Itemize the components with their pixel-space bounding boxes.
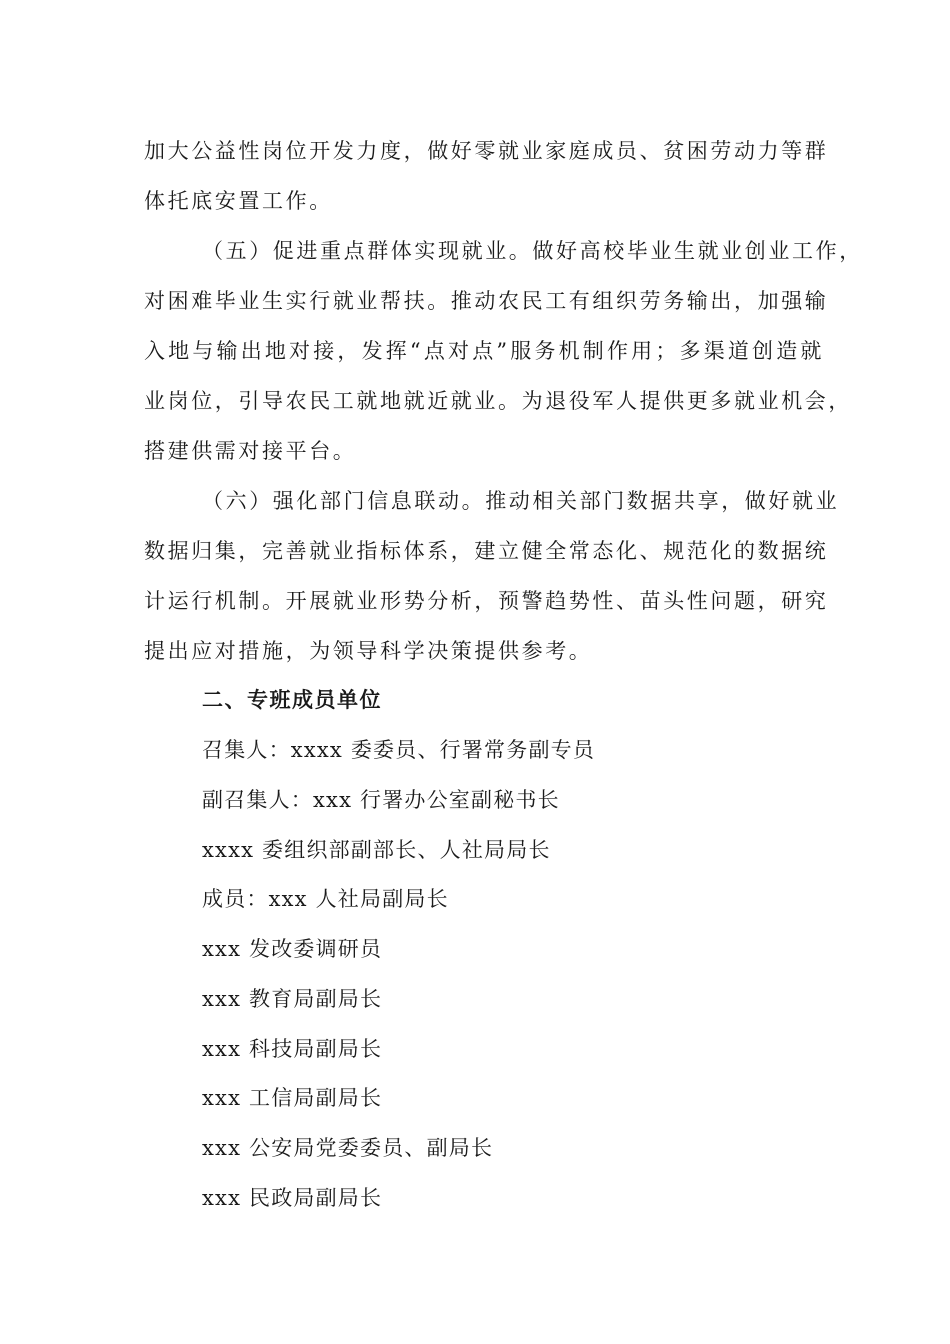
member-item: 召集人：xxxx 委委员、行署常务副专员	[202, 738, 596, 762]
paragraph-line: 入地与输出地对接，发挥“点对点”服务机制作用；多渠道创造就	[144, 339, 824, 363]
member-item: xxx 民政局副局长	[202, 1186, 383, 1210]
member-item: xxx 公安局党委委员、副局长	[202, 1136, 494, 1160]
paragraph-line: 提出应对措施，为领导科学决策提供参考。	[144, 639, 593, 663]
section-title: 二、专班成员单位	[202, 688, 382, 712]
paragraph-line: （六）强化部门信息联动。推动相关部门数据共享，做好就业	[202, 489, 840, 513]
paragraph-line: 计运行机制。开展就业形势分析，预警趋势性、苗头性问题，研究	[144, 589, 829, 613]
member-item: xxx 教育局副局长	[202, 987, 383, 1011]
paragraph-line: 对困难毕业生实行就业帮扶。推动农民工有组织劳务输出，加强输	[144, 289, 829, 313]
paragraph-line: 加大公益性岗位开发力度，做好零就业家庭成员、贫困劳动力等群	[144, 139, 829, 163]
paragraph-line: （五）促进重点群体实现就业。做好高校毕业生就业创业工作，	[202, 239, 863, 263]
member-item: xxx 科技局副局长	[202, 1037, 383, 1061]
paragraph-line: 业岗位，引导农民工就地就近就业。为退役军人提供更多就业机会，	[144, 389, 852, 413]
member-item: xxx 工信局副局长	[202, 1086, 383, 1110]
member-item: xxx 发改委调研员	[202, 937, 383, 961]
paragraph-line: 数据归集，完善就业指标体系，建立健全常态化、规范化的数据统	[144, 539, 829, 563]
paragraph-line: 搭建供需对接平台。	[144, 439, 357, 463]
paragraph-line: 体托底安置工作。	[144, 189, 333, 213]
member-item: 成员：xxx 人社局副局长	[202, 887, 449, 911]
member-item: xxxx 委组织部副部长、人社局局长	[202, 838, 551, 862]
member-item: 副召集人：xxx 行署办公室副秘书长	[202, 788, 560, 812]
